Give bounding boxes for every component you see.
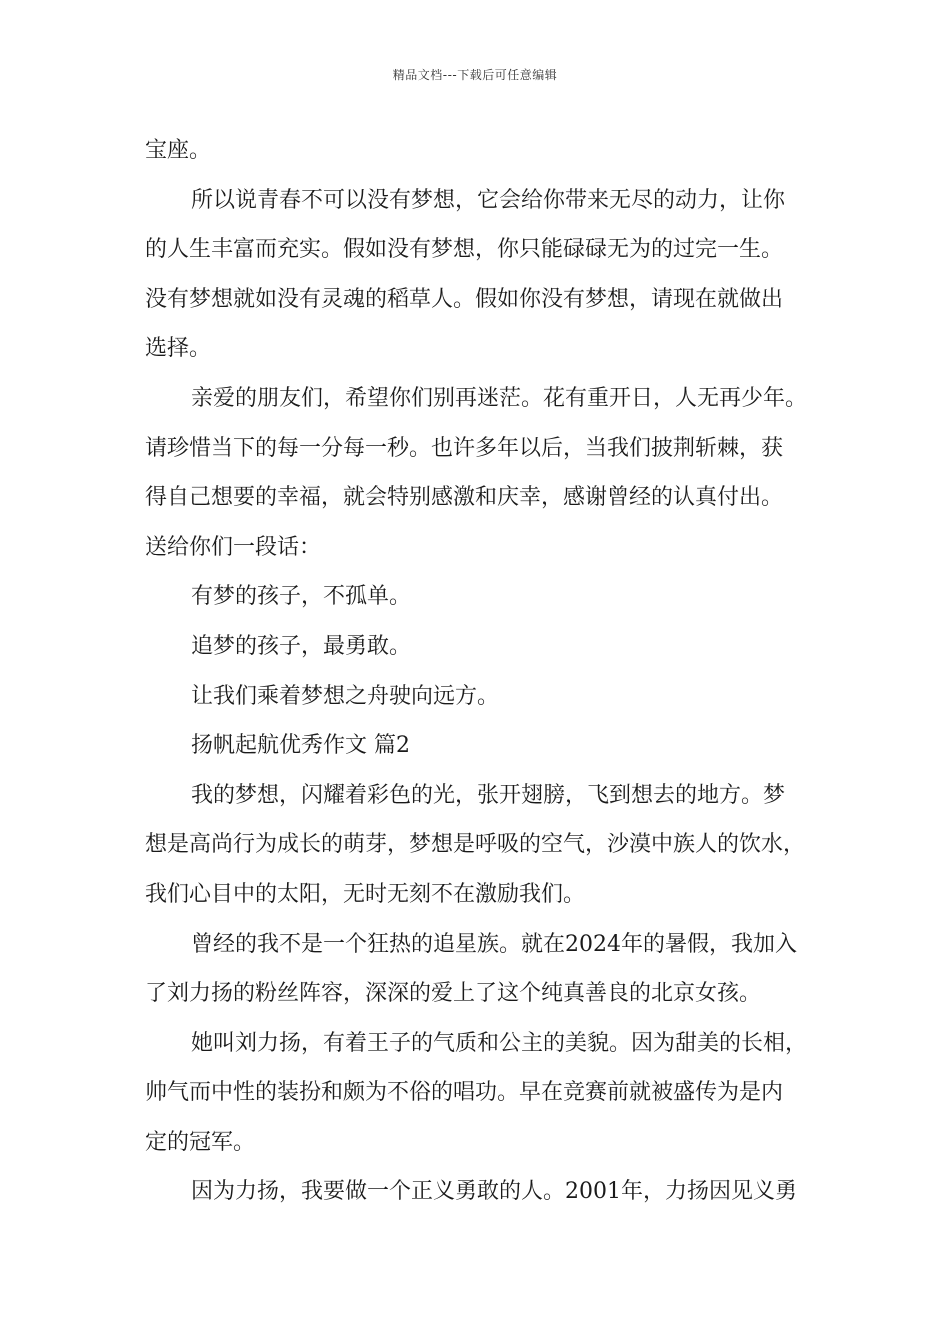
text-line: 得自己想要的幸福，就会特别感激和庆幸，感谢曾经的认真付出。	[145, 485, 784, 511]
text-line: 宝座。	[145, 138, 212, 163]
text-line: 送给你们一段话：	[145, 534, 322, 560]
text-line: 曾经的我不是一个狂热的追星族。就在2024年的暑假，我加入	[191, 931, 797, 957]
text-line: 让我们乘着梦想之舟驶向远方。	[191, 683, 500, 709]
text-line: 定的冠军。	[145, 1129, 256, 1155]
text-line: 帅气而中性的装扮和颇为不俗的唱功。早在竞赛前就被盛传为是内	[145, 1080, 784, 1106]
section-heading: 扬帆起航优秀作文 篇2	[191, 733, 410, 759]
text-line: 所以说青春不可以没有梦想，它会给你带来无尽的动力，让你	[191, 187, 786, 213]
text-line: 我的梦想，闪耀着彩色的光，张开翅膀，飞到想去的地方。梦	[191, 782, 786, 808]
text-line: 选择。	[145, 336, 212, 362]
text-line: 有梦的孩子，不孤单。	[191, 584, 412, 610]
text-line: 我们心目中的太阳，无时无刻不在激励我们。	[145, 881, 586, 907]
text-line: 追梦的孩子，最勇敢。	[191, 633, 412, 659]
text-line: 因为力扬，我要做一个正义勇敢的人。2001年，力扬因见义勇	[191, 1179, 797, 1205]
text-line: 的人生丰富而充实。假如没有梦想，你只能碌碌无为的过完一生。	[145, 237, 784, 263]
document-body	[145, 126, 810, 1217]
text-line: 亲爱的朋友们，希望你们别再迷茫。花有重开日，人无再少年。	[191, 385, 808, 411]
page-header: 精品文档---下载后可任意编辑	[392, 68, 558, 82]
text-line: 她叫刘力扬，有着王子的气质和公主的美貌。因为甜美的长相，	[191, 1030, 808, 1056]
text-line: 请珍惜当下的每一分每一秒。也许多年以后，当我们披荆斩棘，获	[145, 435, 784, 461]
text-line: 没有梦想就如没有灵魂的稻草人。假如你没有梦想，请现在就做出	[145, 286, 784, 312]
text-line: 了刘力扬的粉丝阵容，深深的爱上了这个纯真善良的北京女孩。	[145, 981, 762, 1007]
text-line: 想是高尚行为成长的萌芽，梦想是呼吸的空气，沙漠中族人的饮水，	[145, 832, 806, 858]
